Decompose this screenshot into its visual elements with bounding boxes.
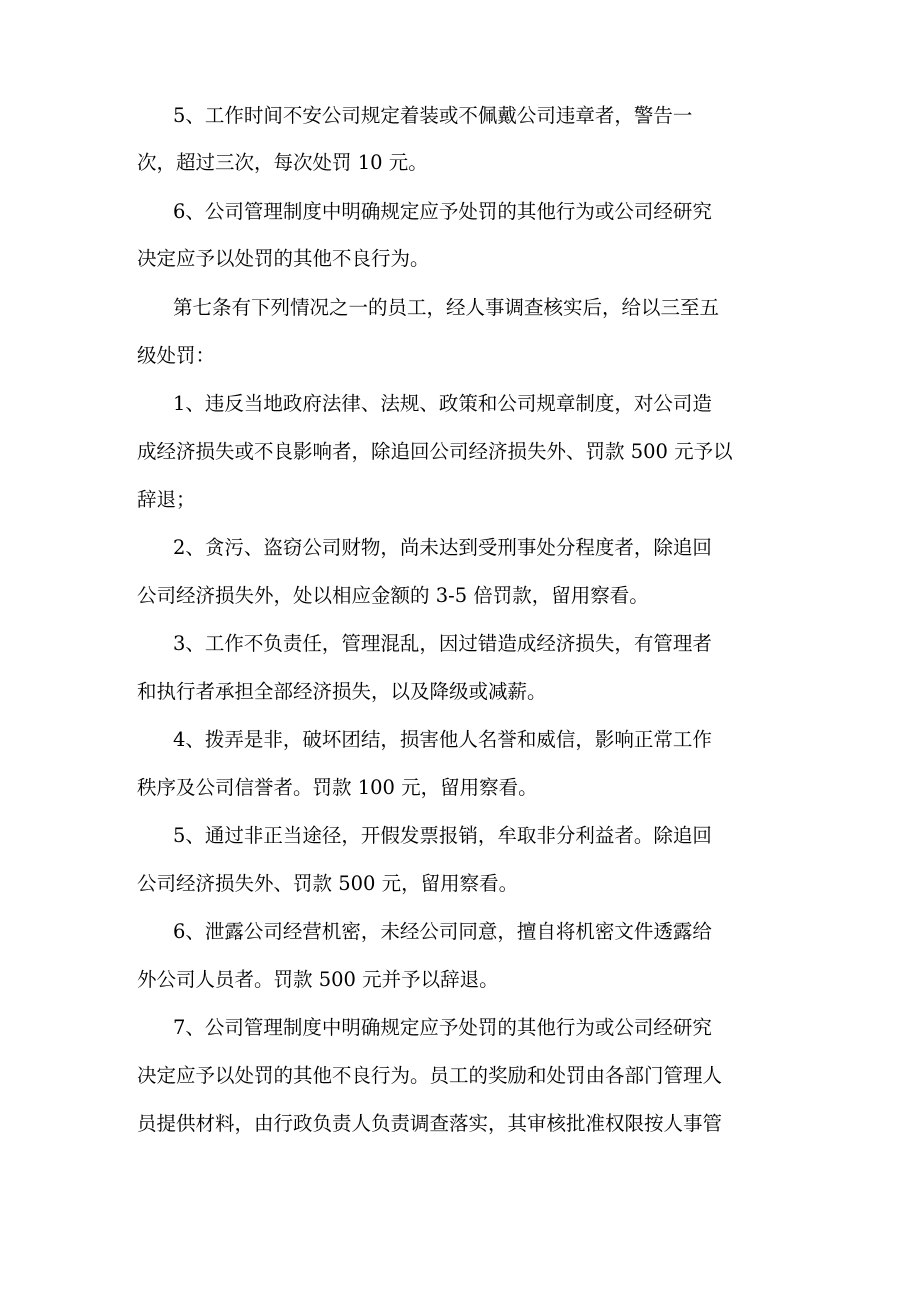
text-line: 第七条有下列情况之一的员工，经人事调查核实后，给以三至五: [173, 296, 720, 319]
text-line: 外公司人员者。罚款 500 元并予以辞退。: [137, 968, 499, 991]
text-line: 6、泄露公司经营机密，未经公司同意，擅自将机密文件透露给: [173, 920, 712, 943]
text-line: 5、工作时间不安公司规定着装或不佩戴公司违章者，警告一: [173, 104, 693, 127]
text-line: 决定应予以处罚的其他不良行为。员工的奖励和处罚由各部门管理人: [137, 1064, 723, 1087]
text-line: 公司经济损失外、罚款 500 元，留用察看。: [137, 872, 519, 895]
text-line: 1、违反当地政府法律、法规、政策和公司规章制度，对公司造: [173, 392, 712, 415]
text-line: 公司经济损失外，处以相应金额的 3-5 倍罚款，留用察看。: [137, 584, 649, 607]
text-line: 6、公司管理制度中明确规定应予处罚的其他行为或公司经研究: [173, 200, 712, 223]
text-line: 7、公司管理制度中明确规定应予处罚的其他行为或公司经研究: [173, 1016, 712, 1039]
text-line: 员提供材料，由行政负责人负责调查落实，其审核批准权限按人事管: [137, 1112, 723, 1135]
text-line: 成经济损失或不良影响者，除追回公司经济损失外、罚款 500 元予以: [137, 440, 733, 463]
text-line: 级处罚：: [137, 344, 216, 367]
text-line: 3、工作不负责任，管理混乱，因过错造成经济损失，有管理者: [173, 632, 712, 655]
text-line: 5、通过非正当途径，开假发票报销，牟取非分利益者。除追回: [173, 824, 712, 847]
text-line: 次，超过三次，每次处罚 10 元。: [137, 151, 428, 174]
text-line: 2、贪污、盗窃公司财物，尚未达到受刑事处分程度者，除追回: [173, 536, 712, 559]
text-line: 秩序及公司信誉者。罚款 100 元，留用察看。: [137, 776, 538, 799]
text-line: 和执行者承担全部经济损失，以及降级或减薪。: [137, 680, 547, 703]
text-line: 辞退；: [137, 488, 196, 511]
text-line: 决定应予以处罚的其他不良行为。: [137, 247, 430, 270]
text-line: 4、拨弄是非，破坏团结，损害他人名誉和威信，影响正常工作: [173, 728, 712, 751]
